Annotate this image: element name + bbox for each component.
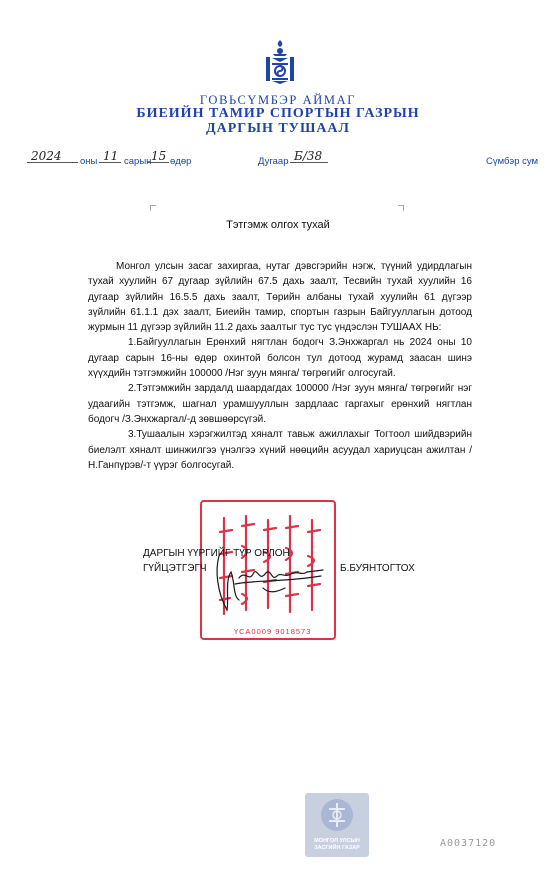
subject-corner-right bbox=[398, 205, 404, 211]
order-item-1: 1.Байгууллагын Ерөнхий нягтлан бодогч З.Энхжаргал нь 2024 оны 10 дугаар сарын 16-ны өдөр охинтой болсон тул дотоод журамд заасан шинэ хүүхдийн тэтгэмжийн 100000 /Нэг зуун мянга/ төгрөгийг олгосугай. bbox=[88, 337, 472, 380]
signatory-title-line1: ДАРГЫН ҮҮРГИЙГ ТҮР ОРЛОН bbox=[143, 548, 290, 559]
order-number-handwritten: Б/38 bbox=[294, 149, 323, 163]
header-province: ГОВЬСҮМБЭР АЙМАГ bbox=[199, 93, 357, 107]
footer-code: А0037120 bbox=[440, 838, 497, 849]
order-item-2: 2.Тэтгэмжийн зардалд шаардагдах 100000 /Нэг зуун мянга/ төгрөгийг нэг удаагийн тэтгэмж, шагнал урамшууллын зардлаас гаргахыг ерөнхий нягтлан бодогч /З.Энхжаргал/-д зөвшөөрсүгэй. bbox=[88, 383, 472, 425]
header-order-title: ДАРГЫН ТУШААЛ bbox=[206, 121, 350, 136]
watermark-line2: ЗАСГИЙН ГАЗАР bbox=[314, 845, 360, 851]
day-handwritten: 15 bbox=[151, 149, 167, 163]
number-label: Дугаар bbox=[258, 156, 289, 167]
watermark-line1: МОНГОЛ УЛСЫН bbox=[314, 838, 360, 844]
handwritten-signature-icon bbox=[205, 552, 345, 622]
signatory-name: Б.БУЯНТОГТОХ bbox=[340, 563, 415, 574]
soyombo-emblem-icon bbox=[264, 40, 296, 84]
subject-corner-left bbox=[150, 205, 156, 211]
issuing-location: Сүмбэр сум bbox=[486, 156, 539, 167]
order-body bbox=[88, 259, 472, 473]
watermark-text bbox=[305, 838, 369, 852]
preamble-paragraph: Монгол улсын засаг захиргаа, нутаг дэвсгэрийн нэгж, түүний удирдлагын тухай хуулийн 67 дугаар зүйлийн 67.5 дахь заалт, Тесвийн тухай хуулийн 16 дугаар зүйлийн 16.5.5 дахь заалт, Төрийн албаны тухай хуулийн 61 дүгээр зүйлийн 61.1.1 дэх заалт, Биеийн тамир, спортын газрын Байгууллагын дотоод журмын 11 дүгээр зүйлийн 11.2 дахь заалтыг тус тус үндэслэн ТУШААХ НЬ: bbox=[88, 261, 472, 334]
year-handwritten: 2024 bbox=[31, 149, 62, 163]
order-item-3: 3.Тушаалын хэрэгжилтэд хяналт тавьж ажиллахыг Тогтоол шийдвэрийн биелэлт хяналт шинжилгээ үнэлгээ хүний нөөцийн асуудал хариуцсан ажилтан /Н.Ганпүрэв/-т үүрэг болгосугай. bbox=[88, 429, 472, 471]
month-handwritten: 11 bbox=[103, 149, 119, 163]
header-department: БИЕИЙН ТАМИР СПОРТЫН ГАЗРЫН bbox=[136, 106, 420, 121]
day-suffix: өдөр bbox=[170, 156, 192, 167]
government-emblem-icon bbox=[305, 793, 369, 837]
signatory-title-line2: ГҮЙЦЭТГЭГЧ bbox=[143, 563, 207, 574]
order-subject: Тэтгэмж олгох тухай bbox=[226, 219, 330, 231]
stamp-number: ҮСА0009 9018573 bbox=[234, 627, 312, 636]
year-suffix: оны bbox=[80, 156, 98, 167]
month-suffix: сарын bbox=[124, 156, 152, 167]
